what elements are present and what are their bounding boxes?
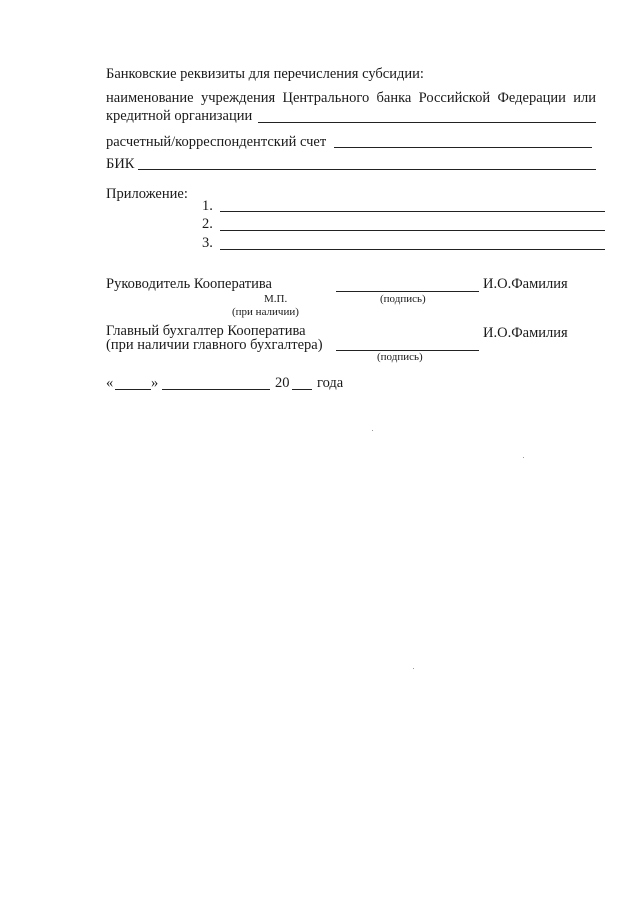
accountant-name: И.О.Фамилия xyxy=(483,325,568,341)
account-field-line xyxy=(334,147,592,148)
accountant-signature-caption: (подпись) xyxy=(377,351,423,363)
attachment-item-1-number: 1. xyxy=(202,198,213,214)
bank-name-field-line xyxy=(258,122,596,123)
head-signature-caption: (подпись) xyxy=(380,293,426,305)
date-open-quote: « xyxy=(106,375,114,391)
attachment-item-2-number: 2. xyxy=(202,216,213,232)
bank-name-line-1: наименование учреждения Центрального банка Российской Федерации или xyxy=(106,90,596,106)
date-month-line xyxy=(162,389,270,390)
attachment-item-2-line xyxy=(220,230,605,231)
attachment-item-1-line xyxy=(220,211,605,212)
stamp-note: (при наличии) xyxy=(232,306,299,318)
stamp-label: М.П. xyxy=(264,293,288,305)
head-label: Руководитель Кооператива xyxy=(106,276,272,292)
date-year-prefix: 20 xyxy=(275,375,290,391)
head-name: И.О.Фамилия xyxy=(483,276,568,292)
accountant-label: Главный бухгалтер Кооператива xyxy=(106,323,306,339)
scan-speck xyxy=(372,430,373,431)
date-year-line xyxy=(292,389,312,390)
bik-label: БИК xyxy=(106,156,135,172)
attachment-item-3-line xyxy=(220,249,605,250)
date-year-suffix: года xyxy=(317,375,344,391)
date-close-quote: » xyxy=(151,375,159,391)
scan-speck xyxy=(523,457,524,458)
bank-details-heading: Банковские реквизиты для перечисления субсидии: xyxy=(106,66,424,82)
scan-speck xyxy=(413,668,414,669)
bank-name-line-2-label: кредитной организации xyxy=(106,108,253,124)
date-day-line xyxy=(115,389,151,390)
head-signature-line xyxy=(336,291,479,292)
attachment-item-3-number: 3. xyxy=(202,235,213,251)
account-label: расчетный/корреспондентский счет xyxy=(106,134,327,150)
bik-field-line xyxy=(138,169,596,170)
accountant-note: (при наличии главного бухгалтера) xyxy=(106,337,323,353)
attachment-label: Приложение: xyxy=(106,186,188,202)
